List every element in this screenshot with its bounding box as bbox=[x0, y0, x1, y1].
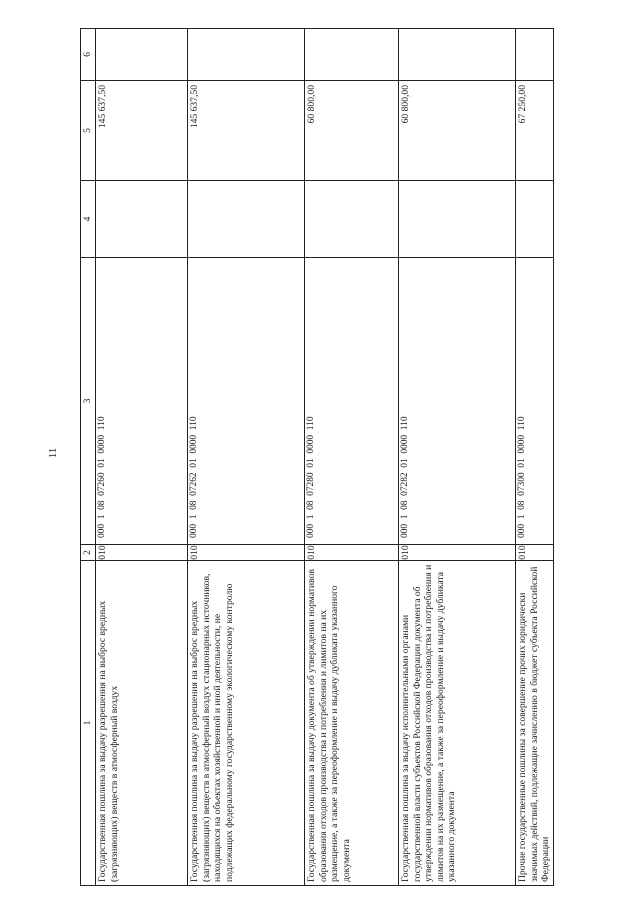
table-row bbox=[399, 29, 516, 886]
header-col-3: 3 bbox=[81, 258, 96, 545]
row-glava: 010 bbox=[399, 545, 516, 561]
header-col-5: 5 bbox=[81, 81, 96, 181]
row-col6 bbox=[305, 29, 399, 81]
row-name: Государственная пошлина за выдачу разрешения на выброс вредных (загрязняющих) веществ в атмосферный воздух bbox=[96, 561, 188, 886]
page-number: 11 bbox=[47, 447, 59, 459]
row-name: Государственная пошлина за выдачу разрешения на выброс вредных (загрязняющих) веществ в атмосферный воздух стационарных источников, находящихся на объектах хозяйственной и иной деятельности, не подлежащих федеральному государственному экологическому контролю bbox=[188, 561, 305, 886]
row-col6 bbox=[516, 29, 554, 81]
row-col4 bbox=[516, 181, 554, 258]
header-col-1: 1 bbox=[81, 561, 96, 886]
table-row bbox=[305, 29, 399, 886]
row-amount: 145 637,50 bbox=[188, 81, 305, 181]
row-code: 000 1 08 07260 01 0000 110 bbox=[96, 258, 188, 545]
header-col-6: 6 bbox=[81, 29, 96, 81]
table-row bbox=[188, 29, 305, 886]
row-code: 000 1 08 07300 01 0000 110 bbox=[516, 258, 554, 545]
row-col6 bbox=[188, 29, 305, 81]
row-amount: 60 800,00 bbox=[305, 81, 399, 181]
row-amount: 67 250,00 bbox=[516, 81, 554, 181]
row-amount: 60 800,00 bbox=[399, 81, 516, 181]
budget-revenue-table bbox=[80, 28, 554, 886]
header-col-4: 4 bbox=[81, 181, 96, 258]
row-name: Государственная пошлина за выдачу исполнительными органами государственной власти субъектов Российской Федерации документа об утверждении нормативов образования отходов производства и потребления и лимитов на их размещение, а также за переоформление и выдачу дубликата указанного документа bbox=[399, 561, 516, 886]
header-row bbox=[81, 29, 96, 886]
header-col-2: 2 bbox=[81, 545, 96, 561]
table-row bbox=[96, 29, 188, 886]
row-code: 000 1 08 07282 01 0000 110 bbox=[399, 258, 516, 545]
row-col4 bbox=[96, 181, 188, 258]
row-col4 bbox=[188, 181, 305, 258]
table-row bbox=[516, 29, 554, 886]
row-code: 000 1 08 07280 01 0000 110 bbox=[305, 258, 399, 545]
row-name: Государственная пошлина за выдачу документа об утверждении нормативов образования отходов производства и потребления и лимитов на их размещение, а также за переоформление и выдачу дубликата указанного документа bbox=[305, 561, 399, 886]
row-col6 bbox=[96, 29, 188, 81]
row-col4 bbox=[399, 181, 516, 258]
row-glava: 010 bbox=[96, 545, 188, 561]
row-col4 bbox=[305, 181, 399, 258]
row-name: Прочие государственные пошлины за совершение прочих юридически значимых действий, подлежащие зачислению в бюджет субъекта Российской Федерации bbox=[516, 561, 554, 886]
row-code: 000 1 08 07262 01 0000 110 bbox=[188, 258, 305, 545]
row-col6 bbox=[399, 29, 516, 81]
row-glava: 010 bbox=[305, 545, 399, 561]
row-glava: 010 bbox=[188, 545, 305, 561]
row-glava: 010 bbox=[516, 545, 554, 561]
row-amount: 145 637,50 bbox=[96, 81, 188, 181]
